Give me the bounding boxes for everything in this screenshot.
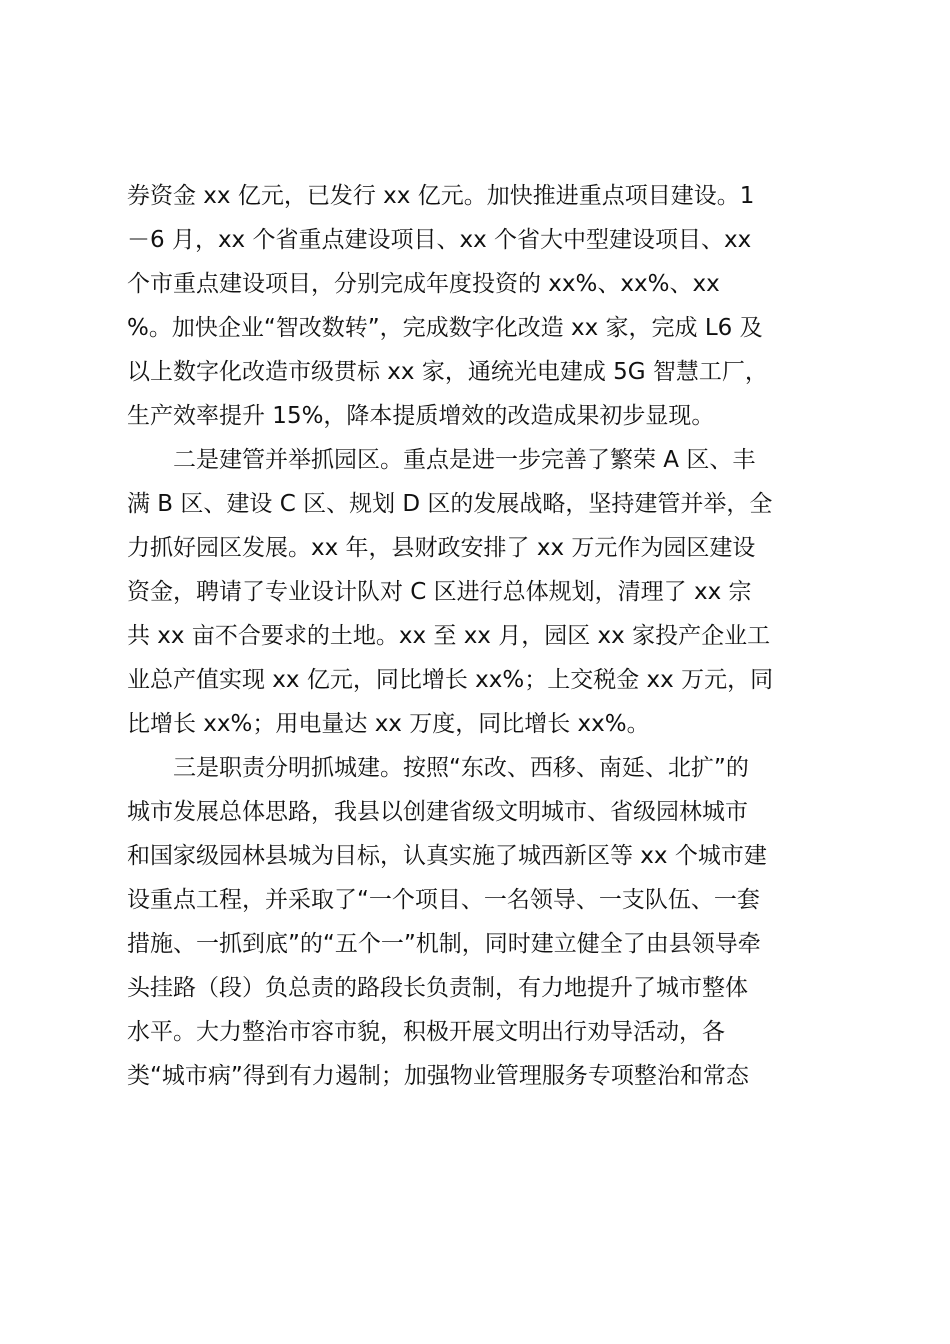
text-line: 生产效率提升 15%，降本提质增效的改造成果初步显现。 (127, 403, 715, 429)
text-line: 共 xx 亩不合要求的土地。xx 至 xx 月，园区 xx 家投产企业工 (127, 623, 771, 649)
text-line: 和国家级园林县城为目标，认真实施了城西新区等 xx 个城市建 (127, 843, 767, 869)
text-line: 三是职责分明抓城建。按照“东改、西移、南延、北扩”的 (173, 755, 749, 781)
paragraph-1 (127, 174, 847, 438)
text-line: 水平。大力整治市容市貌，积极开展文明出行劝导活动，各 (127, 1019, 725, 1045)
text-line: 比增长 xx%；用电量达 xx 万度，同比增长 xx%。 (127, 711, 650, 737)
text-line: －6 月，xx 个省重点建设项目、xx 个省大中型建设项目、xx (127, 227, 752, 253)
text-line: 二是建管并举抓园区。重点是进一步完善了繁荣 A 区、丰 (173, 447, 756, 473)
text-line: 业总产值实现 xx 亿元，同比增长 xx%；上交税金 xx 万元，同 (127, 667, 774, 693)
text-line: 个市重点建设项目，分别完成年度投资的 xx%、xx%、xx (127, 271, 720, 297)
text-line: 满 B 区、建设 C 区、规划 D 区的发展战略，坚持建管并举，全 (127, 491, 773, 517)
text-line: 力抓好园区发展。xx 年，县财政安排了 xx 万元作为园区建设 (127, 535, 756, 561)
paragraph-2 (127, 438, 847, 746)
paragraph-3 (127, 746, 847, 1098)
text-line: 城市发展总体思路，我县以创建省级文明城市、省级园林城市 (127, 799, 748, 825)
text-line: 以上数字化改造市级贯标 xx 家，通统光电建成 5G 智慧工厂， (127, 359, 768, 385)
text-line: 券资金 xx 亿元，已发行 xx 亿元。加快推进重点项目建设。1 (127, 183, 755, 209)
text-line: 资金，聘请了专业设计队对 C 区进行总体规划，清理了 xx 宗 (127, 579, 752, 605)
text-line: 设重点工程，并采取了“一个项目、一名领导、一支队伍、一套 (127, 887, 760, 913)
text-line: 头挂路（段）负总责的路段长负责制，有力地提升了城市整体 (127, 975, 748, 1001)
text-line: 类“城市病”得到有力遏制；加强物业管理服务专项整治和常态 (127, 1063, 749, 1089)
text-line: 措施、一抓到底”的“五个一”机制，同时建立健全了由县领导牵 (127, 931, 761, 957)
body-text (127, 174, 847, 1098)
text-line: %。加快企业“智改数转”，完成数字化改造 xx 家，完成 L6 及 (127, 315, 763, 341)
